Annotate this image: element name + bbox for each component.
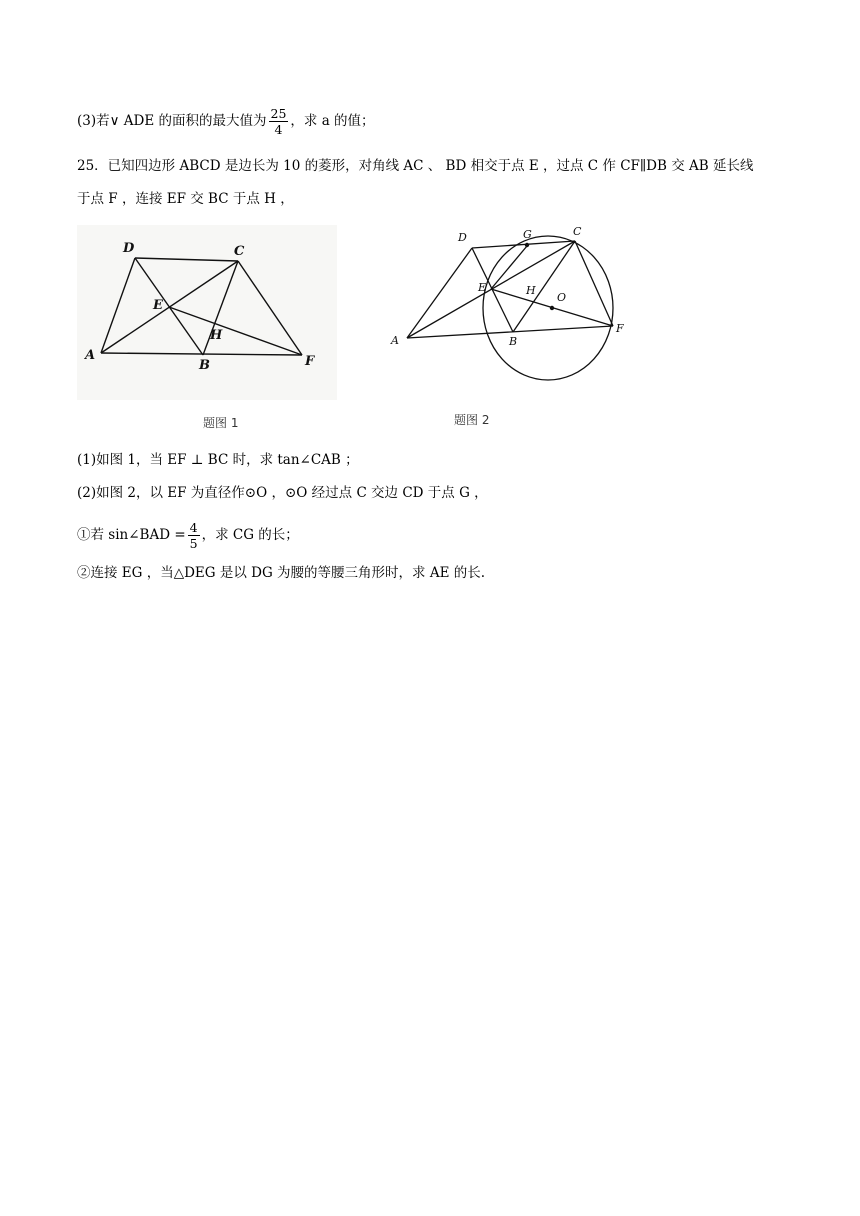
segment-AD <box>407 248 472 338</box>
label-C: C <box>573 225 582 238</box>
point-G <box>525 243 529 247</box>
label-E: E <box>478 281 487 294</box>
fraction-denominator: 4 <box>274 122 283 137</box>
label-D: D <box>458 231 467 244</box>
figure-1 <box>77 225 337 400</box>
q24-part3-suffix: ，求 a 的值； <box>290 113 375 129</box>
figure-1-diagram <box>77 225 337 400</box>
part-2: (2)如图 2，以 EF 为直径作⊙O ，⊙O 经过点 C 交边 CD 于点 G ， <box>77 485 488 501</box>
label-H: H <box>526 284 536 297</box>
segment-DC <box>472 241 575 248</box>
figure-2-caption: 题图 2 <box>454 413 490 427</box>
fraction-numerator: 25 <box>270 106 287 121</box>
part-2-2: ②连接 EG ，当△DEG 是以 DG 为腰的等腰三角形时，求 AE 的长. <box>77 565 486 581</box>
label-O: O <box>557 291 567 304</box>
label-H: H <box>210 328 223 343</box>
fraction-denominator: 5 <box>189 536 198 551</box>
part-2-1-line <box>77 520 299 551</box>
circle-O <box>483 236 613 380</box>
segment-EG <box>491 246 527 289</box>
part-2-1-prefix: ①若 sin∠BAD = <box>77 527 186 543</box>
figure-2-diagram <box>385 222 635 387</box>
label-F: F <box>305 354 315 369</box>
q24-part3-prefix: (3)若∨ ADE 的面积的最大值为 <box>77 113 267 129</box>
label-C: C <box>234 244 245 259</box>
q24-part3-line <box>77 106 375 137</box>
segment-CB <box>513 241 575 332</box>
label-B: B <box>199 358 210 373</box>
part-2-1-suffix: ，求 CG 的长； <box>201 527 299 543</box>
label-G: G <box>523 228 532 241</box>
label-E: E <box>153 298 163 313</box>
segment-CF <box>575 241 613 326</box>
label-A: A <box>85 348 96 363</box>
figure-1-caption: 题图 1 <box>203 416 239 430</box>
label-D: D <box>123 241 135 256</box>
label-B: B <box>509 335 518 348</box>
point-O <box>550 306 554 310</box>
q25-stem-line2: 于点 F ，连接 EF 交 BC 于点 H ， <box>77 191 294 207</box>
fraction-numerator: 4 <box>189 520 198 535</box>
q25-stem-line1: 25．已知四边形 ABCD 是边长为 10 的菱形，对角线 AC 、 BD 相交于点 E ，过点 C 作 CF∥DB 交 AB 延长线 <box>77 158 754 174</box>
label-A: A <box>391 334 399 347</box>
fraction-4-5 <box>188 520 200 551</box>
fraction-25-4 <box>269 106 289 137</box>
label-F: F <box>616 322 624 335</box>
figure-2 <box>385 222 635 387</box>
part-1: (1)如图 1，当 EF ⊥ BC 时，求 tan∠CAB ； <box>77 452 359 468</box>
